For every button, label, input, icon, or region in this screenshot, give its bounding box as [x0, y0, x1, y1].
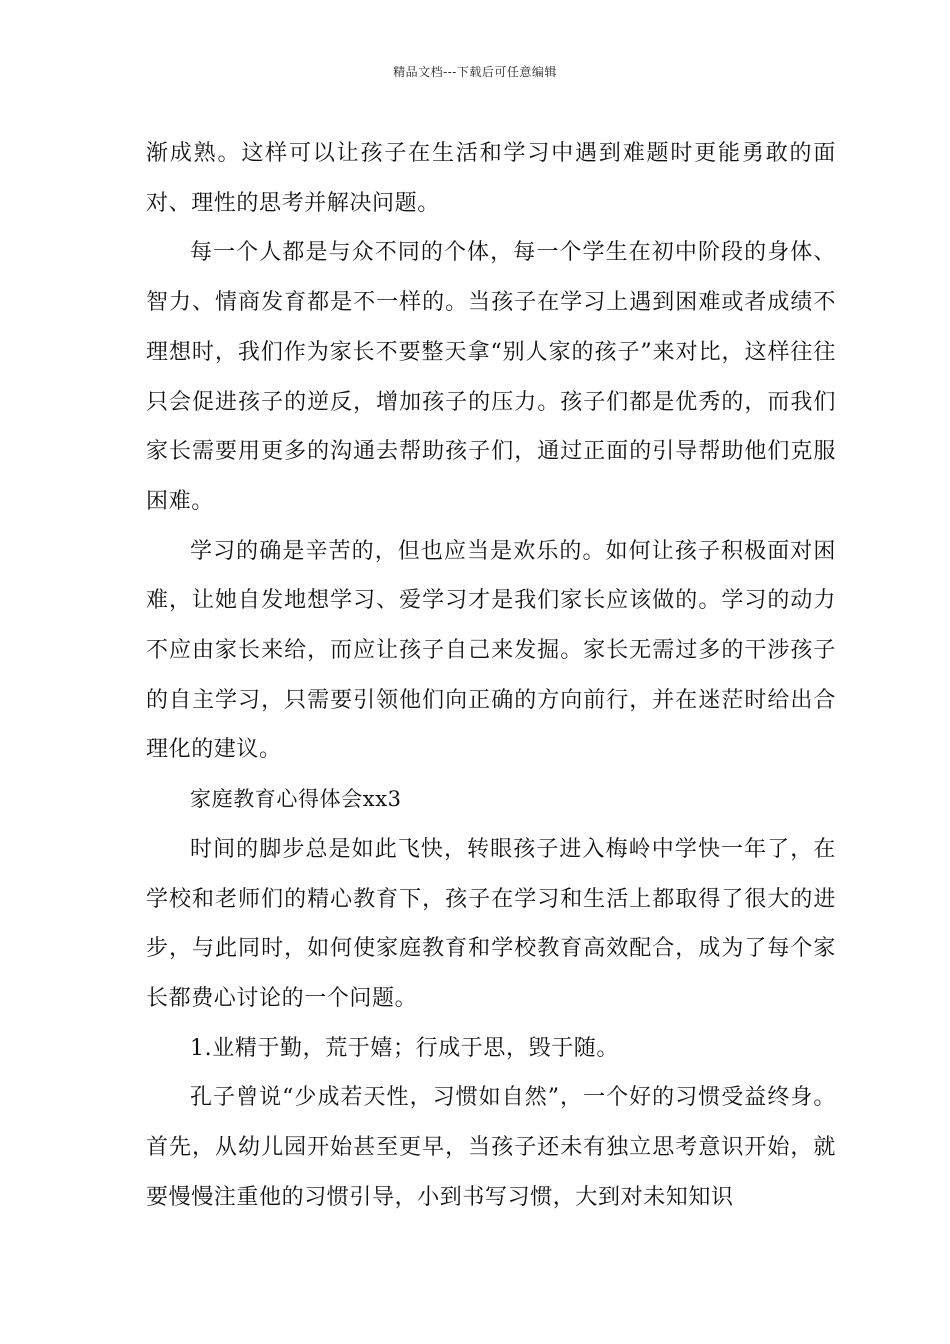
paragraph: 渐成熟。这样可以让孩子在生活和学习中遇到难题时更能勇敢的面对、理性的思考并解决问题。: [146, 141, 836, 216]
section-heading: 家庭教育心得体会xx3: [190, 787, 402, 812]
numbered-item: 1.业精于勤，荒于嬉；行成于思，毁于随。: [190, 1035, 619, 1061]
paragraph: 每一个人都是与众不同的个体，每一个学生在初中阶段的身体、智力、情商发育都是不一样的。当孩子在学习上遇到困难或者成绩不理想时，我们作为家长不要整天拿“别人家的孩子”来对比，这样往往只会促进孩子的逆反，增加孩子的压力。孩子们都是优秀的，而我们家长需要用更多的沟通去帮助孩子们，通过正面的引导帮助他们克服困难。: [146, 240, 836, 514]
paragraph: 时间的脚步总是如此飞快，转眼孩子进入梅岭中学快一年了，在学校和老师们的精心教育下，孩子在学习和生活上都取得了很大的进步，与此同时，如何使家庭教育和学校教育高效配合，成为了每个家长都费心讨论的一个问题。: [146, 836, 836, 1011]
document-body: [146, 129, 836, 1222]
page-header: 精品文档---下载后可任意编辑: [393, 65, 557, 79]
paragraph: 学习的确是辛苦的，但也应当是欢乐的。如何让孩子积极面对困难，让她自发地想学习、爱学习才是我们家长应该做的。学习的动力不应由家长来给，而应让孩子自己来发掘。家长无需过多的干涉孩子的自主学习，只需要引领他们向正确的方向前行，并在迷茫时给出合理化的建议。: [146, 538, 836, 763]
paragraph: 孔子曾说“少成若天性，习惯如自然”，一个好的习惯受益终身。首先，从幼儿园开始甚至更早，当孩子还未有独立思考意识开始，就要慢慢注重他的习惯引导，小到书写习惯，大到对未知知识: [146, 1085, 836, 1210]
